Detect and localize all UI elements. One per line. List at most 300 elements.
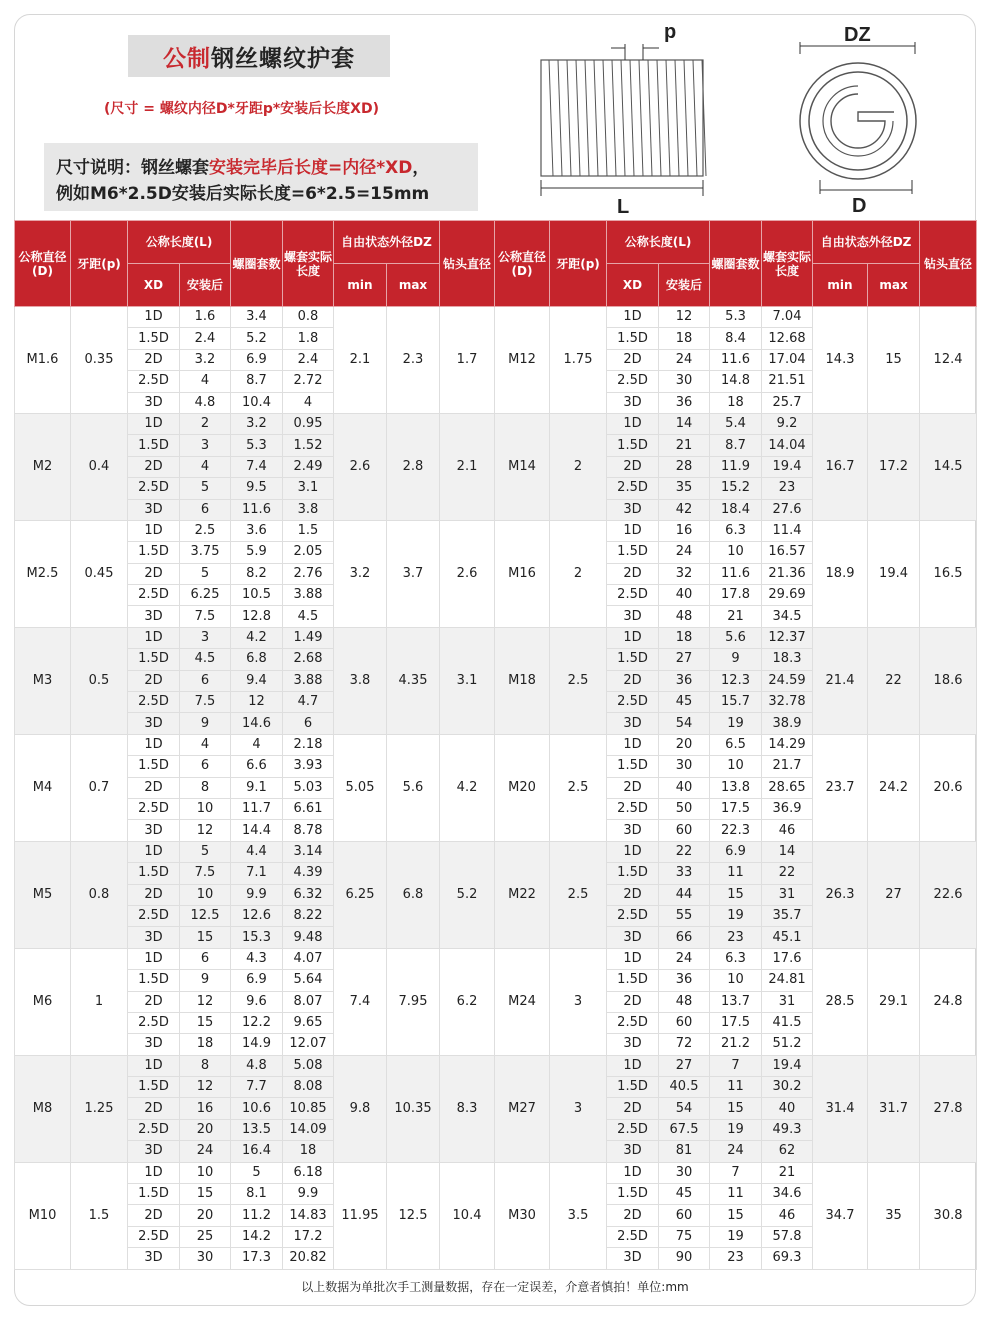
installed-length-cell: 30: [659, 756, 710, 777]
xd-cell: 2.5D: [128, 692, 180, 713]
xd-cell: 2.5D: [607, 478, 659, 499]
installed-length-cell: 12: [180, 1077, 231, 1098]
xd-cell: 2D: [607, 670, 659, 691]
xd-cell: 1D: [607, 307, 659, 328]
installed-length-cell: 27: [659, 649, 710, 670]
dz-max-cell: 29.1: [868, 948, 920, 1055]
actual-length-cell: 25.7: [762, 392, 813, 413]
table-row: [15, 413, 977, 434]
installed-length-cell: 27: [659, 1055, 710, 1076]
actual-length-cell: 21.7: [762, 756, 813, 777]
xd-cell: 1.5D: [128, 970, 180, 991]
xd-cell: 2D: [128, 777, 180, 798]
actual-length-cell: 46: [762, 1205, 813, 1226]
page-title: [163, 40, 355, 73]
coils-cell: 10.6: [231, 1098, 283, 1119]
dz-max-cell: 2.3: [387, 307, 440, 414]
actual-length-cell: 4.07: [283, 948, 334, 969]
actual-length-cell: 40: [762, 1098, 813, 1119]
xd-cell: 3D: [607, 1141, 659, 1162]
coils-cell: 6.6: [231, 756, 283, 777]
xd-cell: 1.5D: [607, 649, 659, 670]
installed-length-cell: 10: [180, 884, 231, 905]
installed-length-cell: 54: [659, 1098, 710, 1119]
label-p: p: [664, 21, 677, 43]
installed-length-cell: 6.25: [180, 585, 231, 606]
coils-cell: 5.6: [710, 627, 762, 648]
dz-max-cell: 22: [868, 627, 920, 734]
coils-cell: 10.4: [231, 392, 283, 413]
actual-length-cell: 14.83: [283, 1205, 334, 1226]
coils-cell: 12: [231, 692, 283, 713]
table-row: [15, 627, 977, 648]
coils-cell: 15: [710, 1205, 762, 1226]
xd-cell: 1.5D: [128, 1077, 180, 1098]
installed-length-cell: 36: [659, 392, 710, 413]
xd-cell: 2.5D: [607, 371, 659, 392]
coils-cell: 5.9: [231, 542, 283, 563]
actual-length-cell: 46: [762, 820, 813, 841]
xd-cell: 3D: [607, 499, 659, 520]
note-line-1: [56, 153, 429, 178]
installed-length-cell: 6: [180, 499, 231, 520]
note-line-2: 例如M6*2.5D安装后实际长度=6*2.5=15mm: [56, 184, 430, 204]
coils-cell: 4.2: [231, 627, 283, 648]
actual-length-cell: 8.22: [283, 905, 334, 926]
dz-min-cell: 18.9: [813, 520, 868, 627]
coils-cell: 7.4: [231, 456, 283, 477]
drill-cell: 12.4: [920, 307, 977, 414]
xd-cell: 1.5D: [128, 435, 180, 456]
coils-cell: 17.3: [231, 1248, 283, 1269]
pitch-cell: 1.75: [550, 307, 607, 414]
installed-length-cell: 7.5: [180, 692, 231, 713]
actual-length-cell: 14.09: [283, 1119, 334, 1140]
installed-length-cell: 16: [180, 1098, 231, 1119]
actual-length-cell: 10.85: [283, 1098, 334, 1119]
dz-min-cell: 6.25: [334, 841, 387, 948]
xd-cell: 3D: [128, 1248, 180, 1269]
actual-length-cell: 0.8: [283, 307, 334, 328]
dz-max-cell: 6.8: [387, 841, 440, 948]
pitch-cell: 1: [71, 948, 128, 1055]
coils-cell: 11.7: [231, 798, 283, 819]
coils-cell: 18: [710, 392, 762, 413]
title-box: [128, 35, 390, 77]
installed-length-cell: 5: [180, 841, 231, 862]
coils-cell: 15.7: [710, 692, 762, 713]
actual-length-cell: 27.6: [762, 499, 813, 520]
coils-cell: 19: [710, 1119, 762, 1140]
xd-cell: 1D: [128, 413, 180, 434]
header-installed: 安装后: [180, 264, 231, 307]
drill-cell: 22.6: [920, 841, 977, 948]
actual-length-cell: 14: [762, 841, 813, 862]
installed-length-cell: 4.8: [180, 392, 231, 413]
coils-cell: 14.4: [231, 820, 283, 841]
spec-table-body: [15, 307, 977, 1270]
table-row: [15, 307, 977, 328]
xd-cell: 2D: [128, 991, 180, 1012]
drill-cell: 2.1: [440, 413, 495, 520]
spec-table: [14, 220, 977, 1270]
xd-cell: 1D: [607, 1055, 659, 1076]
actual-length-cell: 9.9: [283, 1184, 334, 1205]
xd-cell: 3D: [607, 1034, 659, 1055]
xd-cell: 1.5D: [128, 649, 180, 670]
dz-min-cell: 5.05: [334, 734, 387, 841]
coils-cell: 14.2: [231, 1226, 283, 1247]
actual-length-cell: 2.72: [283, 371, 334, 392]
coils-cell: 11.2: [231, 1205, 283, 1226]
dz-max-cell: 27: [868, 841, 920, 948]
actual-length-cell: 4.7: [283, 692, 334, 713]
actual-length-cell: 35.7: [762, 905, 813, 926]
xd-cell: 3D: [607, 713, 659, 734]
actual-length-cell: 28.65: [762, 777, 813, 798]
coils-cell: 11: [710, 863, 762, 884]
coils-cell: 12.3: [710, 670, 762, 691]
actual-length-cell: 17.6: [762, 948, 813, 969]
actual-length-cell: 14.29: [762, 734, 813, 755]
note-suffix: ，: [412, 158, 430, 178]
header-drill-right: 钻头直径: [920, 221, 977, 307]
installed-length-cell: 60: [659, 1012, 710, 1033]
coils-cell: 6.9: [231, 970, 283, 991]
size-cell: M18: [495, 627, 550, 734]
coils-cell: 9.4: [231, 670, 283, 691]
dz-min-cell: 21.4: [813, 627, 868, 734]
actual-length-cell: 34.6: [762, 1184, 813, 1205]
dz-min-cell: 16.7: [813, 413, 868, 520]
xd-cell: 2D: [607, 349, 659, 370]
size-cell: M1.6: [15, 307, 71, 414]
size-cell: M5: [15, 841, 71, 948]
actual-length-cell: 19.4: [762, 1055, 813, 1076]
coils-cell: 8.2: [231, 563, 283, 584]
xd-cell: 1D: [607, 413, 659, 434]
pitch-cell: 0.4: [71, 413, 128, 520]
xd-cell: 2D: [128, 349, 180, 370]
actual-length-cell: 21.51: [762, 371, 813, 392]
coils-cell: 8.7: [710, 435, 762, 456]
installed-length-cell: 15: [180, 1012, 231, 1033]
actual-length-cell: 6.18: [283, 1162, 334, 1183]
installed-length-cell: 3.75: [180, 542, 231, 563]
actual-length-cell: 32.78: [762, 692, 813, 713]
pitch-cell: 1.5: [71, 1162, 128, 1269]
size-cell: M12: [495, 307, 550, 414]
installed-length-cell: 18: [180, 1034, 231, 1055]
footnote: 以上数据为单批次手工测量数据，存在一定误差，介意者慎拍！单位:mm: [301, 1280, 689, 1294]
xd-cell: 1.5D: [607, 863, 659, 884]
actual-length-cell: 1.5: [283, 520, 334, 541]
installed-length-cell: 3: [180, 627, 231, 648]
coils-cell: 14.9: [231, 1034, 283, 1055]
coils-cell: 15: [710, 884, 762, 905]
coils-cell: 17.5: [710, 1012, 762, 1033]
xd-cell: 1.5D: [128, 542, 180, 563]
actual-length-cell: 49.3: [762, 1119, 813, 1140]
actual-length-cell: 2.18: [283, 734, 334, 755]
coils-cell: 13.8: [710, 777, 762, 798]
installed-length-cell: 24: [180, 1141, 231, 1162]
installed-length-cell: 12: [180, 991, 231, 1012]
installed-length-cell: 12: [659, 307, 710, 328]
header-free-od: 自由状态外径DZ: [334, 221, 440, 264]
xd-cell: 1D: [607, 841, 659, 862]
dz-min-cell: 31.4: [813, 1055, 868, 1162]
xd-cell: 2D: [607, 1205, 659, 1226]
header-min: min: [334, 264, 387, 307]
installed-length-cell: 30: [180, 1248, 231, 1269]
dz-min-cell: 2.1: [334, 307, 387, 414]
installed-length-cell: 30: [659, 1162, 710, 1183]
installed-length-cell: 24: [659, 542, 710, 563]
actual-length-cell: 4.39: [283, 863, 334, 884]
actual-length-cell: 36.9: [762, 798, 813, 819]
table-row: [15, 1162, 977, 1183]
xd-cell: 2D: [607, 456, 659, 477]
dz-max-cell: 31.7: [868, 1055, 920, 1162]
xd-cell: 1.5D: [128, 1184, 180, 1205]
xd-cell: 2.5D: [607, 1226, 659, 1247]
actual-length-cell: 2.76: [283, 563, 334, 584]
installed-length-cell: 4: [180, 371, 231, 392]
installed-length-cell: 14: [659, 413, 710, 434]
header-max-right: max: [868, 264, 920, 307]
drill-cell: 2.6: [440, 520, 495, 627]
actual-length-cell: 45.1: [762, 927, 813, 948]
installed-length-cell: 33: [659, 863, 710, 884]
xd-cell: 1D: [607, 948, 659, 969]
installed-length-cell: 12.5: [180, 905, 231, 926]
xd-cell: 2D: [128, 884, 180, 905]
coils-cell: 7.1: [231, 863, 283, 884]
dz-max-cell: 10.35: [387, 1055, 440, 1162]
header-coils: 螺圈套数: [231, 221, 283, 307]
coils-cell: 11: [710, 1184, 762, 1205]
pitch-cell: 0.5: [71, 627, 128, 734]
actual-length-cell: 3.14: [283, 841, 334, 862]
pitch-cell: 3: [550, 948, 607, 1055]
coils-cell: 3.2: [231, 413, 283, 434]
header-installed-right: 安装后: [659, 264, 710, 307]
xd-cell: 1D: [128, 1055, 180, 1076]
actual-length-cell: 8.07: [283, 991, 334, 1012]
coils-cell: 18.4: [710, 499, 762, 520]
pitch-cell: 2.5: [550, 841, 607, 948]
installed-length-cell: 8: [180, 777, 231, 798]
coils-cell: 10.5: [231, 585, 283, 606]
coils-cell: 12.8: [231, 606, 283, 627]
installed-length-cell: 15: [180, 1184, 231, 1205]
coils-cell: 19: [710, 713, 762, 734]
drill-cell: 16.5: [920, 520, 977, 627]
coils-cell: 11.9: [710, 456, 762, 477]
coils-cell: 10: [710, 970, 762, 991]
xd-cell: 3D: [128, 499, 180, 520]
actual-length-cell: 19.4: [762, 456, 813, 477]
installed-length-cell: 16: [659, 520, 710, 541]
header-free-od-right: 自由状态外径DZ: [813, 221, 920, 264]
actual-length-cell: 2.68: [283, 649, 334, 670]
installed-length-cell: 45: [659, 692, 710, 713]
coils-cell: 9.9: [231, 884, 283, 905]
xd-cell: 1.5D: [128, 756, 180, 777]
xd-cell: 2.5D: [607, 1119, 659, 1140]
coils-cell: 6.3: [710, 520, 762, 541]
dz-max-cell: 3.7: [387, 520, 440, 627]
installed-length-cell: 30: [659, 371, 710, 392]
coils-cell: 5.3: [710, 307, 762, 328]
xd-cell: 2.5D: [607, 798, 659, 819]
actual-length-cell: 6.32: [283, 884, 334, 905]
pitch-cell: 2.5: [550, 734, 607, 841]
coils-cell: 12.6: [231, 905, 283, 926]
actual-length-cell: 31: [762, 991, 813, 1012]
dz-min-cell: 23.7: [813, 734, 868, 841]
header-pitch: 牙距(p): [71, 221, 128, 307]
coils-cell: 12.2: [231, 1012, 283, 1033]
actual-length-cell: 5.08: [283, 1055, 334, 1076]
actual-length-cell: 18: [283, 1141, 334, 1162]
xd-cell: 1D: [128, 307, 180, 328]
xd-cell: 2D: [128, 563, 180, 584]
size-cell: M14: [495, 413, 550, 520]
coils-cell: 16.4: [231, 1141, 283, 1162]
xd-cell: 1D: [607, 734, 659, 755]
installed-length-cell: 72: [659, 1034, 710, 1055]
label-L: L: [617, 196, 630, 218]
coils-cell: 4.3: [231, 948, 283, 969]
xd-cell: 1D: [607, 627, 659, 648]
drill-cell: 4.2: [440, 734, 495, 841]
xd-cell: 3D: [607, 392, 659, 413]
pitch-cell: 1.25: [71, 1055, 128, 1162]
actual-length-cell: 1.49: [283, 627, 334, 648]
xd-cell: 1D: [607, 1162, 659, 1183]
coils-cell: 4: [231, 734, 283, 755]
header-length-right: 公称长度(L): [607, 221, 710, 264]
drill-cell: 5.2: [440, 841, 495, 948]
actual-length-cell: 14.04: [762, 435, 813, 456]
actual-length-cell: 23: [762, 478, 813, 499]
actual-length-cell: 30.2: [762, 1077, 813, 1098]
title-rest: 钢丝螺纹护套: [211, 45, 355, 72]
actual-length-cell: 17.04: [762, 349, 813, 370]
installed-length-cell: 3.2: [180, 349, 231, 370]
coils-cell: 7.7: [231, 1077, 283, 1098]
drill-cell: 24.8: [920, 948, 977, 1055]
actual-length-cell: 20.82: [283, 1248, 334, 1269]
installed-length-cell: 9: [180, 713, 231, 734]
drill-cell: 14.5: [920, 413, 977, 520]
actual-length-cell: 21.36: [762, 563, 813, 584]
actual-length-cell: 41.5: [762, 1012, 813, 1033]
installed-length-cell: 40: [659, 777, 710, 798]
dz-max-cell: 5.6: [387, 734, 440, 841]
coils-cell: 5.3: [231, 435, 283, 456]
size-cell: M2.5: [15, 520, 71, 627]
coils-cell: 14.8: [710, 371, 762, 392]
coils-cell: 23: [710, 927, 762, 948]
size-formula: (尺寸 = 螺纹内径D*牙距p*安装后长度XD): [104, 101, 379, 117]
actual-length-cell: 3.93: [283, 756, 334, 777]
drill-cell: 27.8: [920, 1055, 977, 1162]
label-DZ: DZ: [844, 24, 871, 46]
header-min-right: min: [813, 264, 868, 307]
xd-cell: 2.5D: [128, 1012, 180, 1033]
installed-length-cell: 20: [180, 1119, 231, 1140]
actual-length-cell: 16.57: [762, 542, 813, 563]
actual-length-cell: 7.04: [762, 307, 813, 328]
coils-cell: 24: [710, 1141, 762, 1162]
actual-length-cell: 29.69: [762, 585, 813, 606]
installed-length-cell: 9: [180, 970, 231, 991]
installed-length-cell: 42: [659, 499, 710, 520]
installed-length-cell: 36: [659, 970, 710, 991]
actual-length-cell: 2.05: [283, 542, 334, 563]
xd-cell: 1D: [128, 948, 180, 969]
coils-cell: 3.4: [231, 307, 283, 328]
installed-length-cell: 40: [659, 585, 710, 606]
xd-cell: 2.5D: [607, 1012, 659, 1033]
size-cell: M8: [15, 1055, 71, 1162]
pitch-cell: 0.45: [71, 520, 128, 627]
size-cell: M20: [495, 734, 550, 841]
installed-length-cell: 28: [659, 456, 710, 477]
coils-cell: 6.9: [231, 349, 283, 370]
pitch-cell: 0.7: [71, 734, 128, 841]
table-row: [15, 520, 977, 541]
header-actual-length: 螺套实际长度: [283, 221, 334, 307]
installed-length-cell: 2.5: [180, 520, 231, 541]
table-row: [15, 1055, 977, 1076]
note-highlight: 安装完毕后长度=内径*XD: [209, 158, 413, 178]
actual-length-cell: 17.2: [283, 1226, 334, 1247]
xd-cell: 3D: [128, 606, 180, 627]
actual-length-cell: 2.49: [283, 456, 334, 477]
size-cell: M3: [15, 627, 71, 734]
drill-cell: 30.8: [920, 1162, 977, 1269]
xd-cell: 2D: [607, 884, 659, 905]
actual-length-cell: 9.48: [283, 927, 334, 948]
xd-cell: 2.5D: [128, 1119, 180, 1140]
actual-length-cell: 21: [762, 1162, 813, 1183]
installed-length-cell: 2: [180, 413, 231, 434]
coils-cell: 13.7: [710, 991, 762, 1012]
installed-length-cell: 18: [659, 627, 710, 648]
installed-length-cell: 75: [659, 1226, 710, 1247]
installed-length-cell: 35: [659, 478, 710, 499]
size-cell: M4: [15, 734, 71, 841]
header-xd: XD: [128, 264, 180, 307]
size-cell: M16: [495, 520, 550, 627]
xd-cell: 3D: [128, 1034, 180, 1055]
dz-max-cell: 35: [868, 1162, 920, 1269]
xd-cell: 1.5D: [128, 863, 180, 884]
actual-length-cell: 5.03: [283, 777, 334, 798]
xd-cell: 1D: [128, 1162, 180, 1183]
dz-min-cell: 7.4: [334, 948, 387, 1055]
xd-cell: 2D: [128, 456, 180, 477]
header-actual-length-right: 螺套实际长度: [762, 221, 813, 307]
dz-max-cell: 19.4: [868, 520, 920, 627]
installed-length-cell: 3: [180, 435, 231, 456]
coils-cell: 10: [710, 756, 762, 777]
actual-length-cell: 38.9: [762, 713, 813, 734]
